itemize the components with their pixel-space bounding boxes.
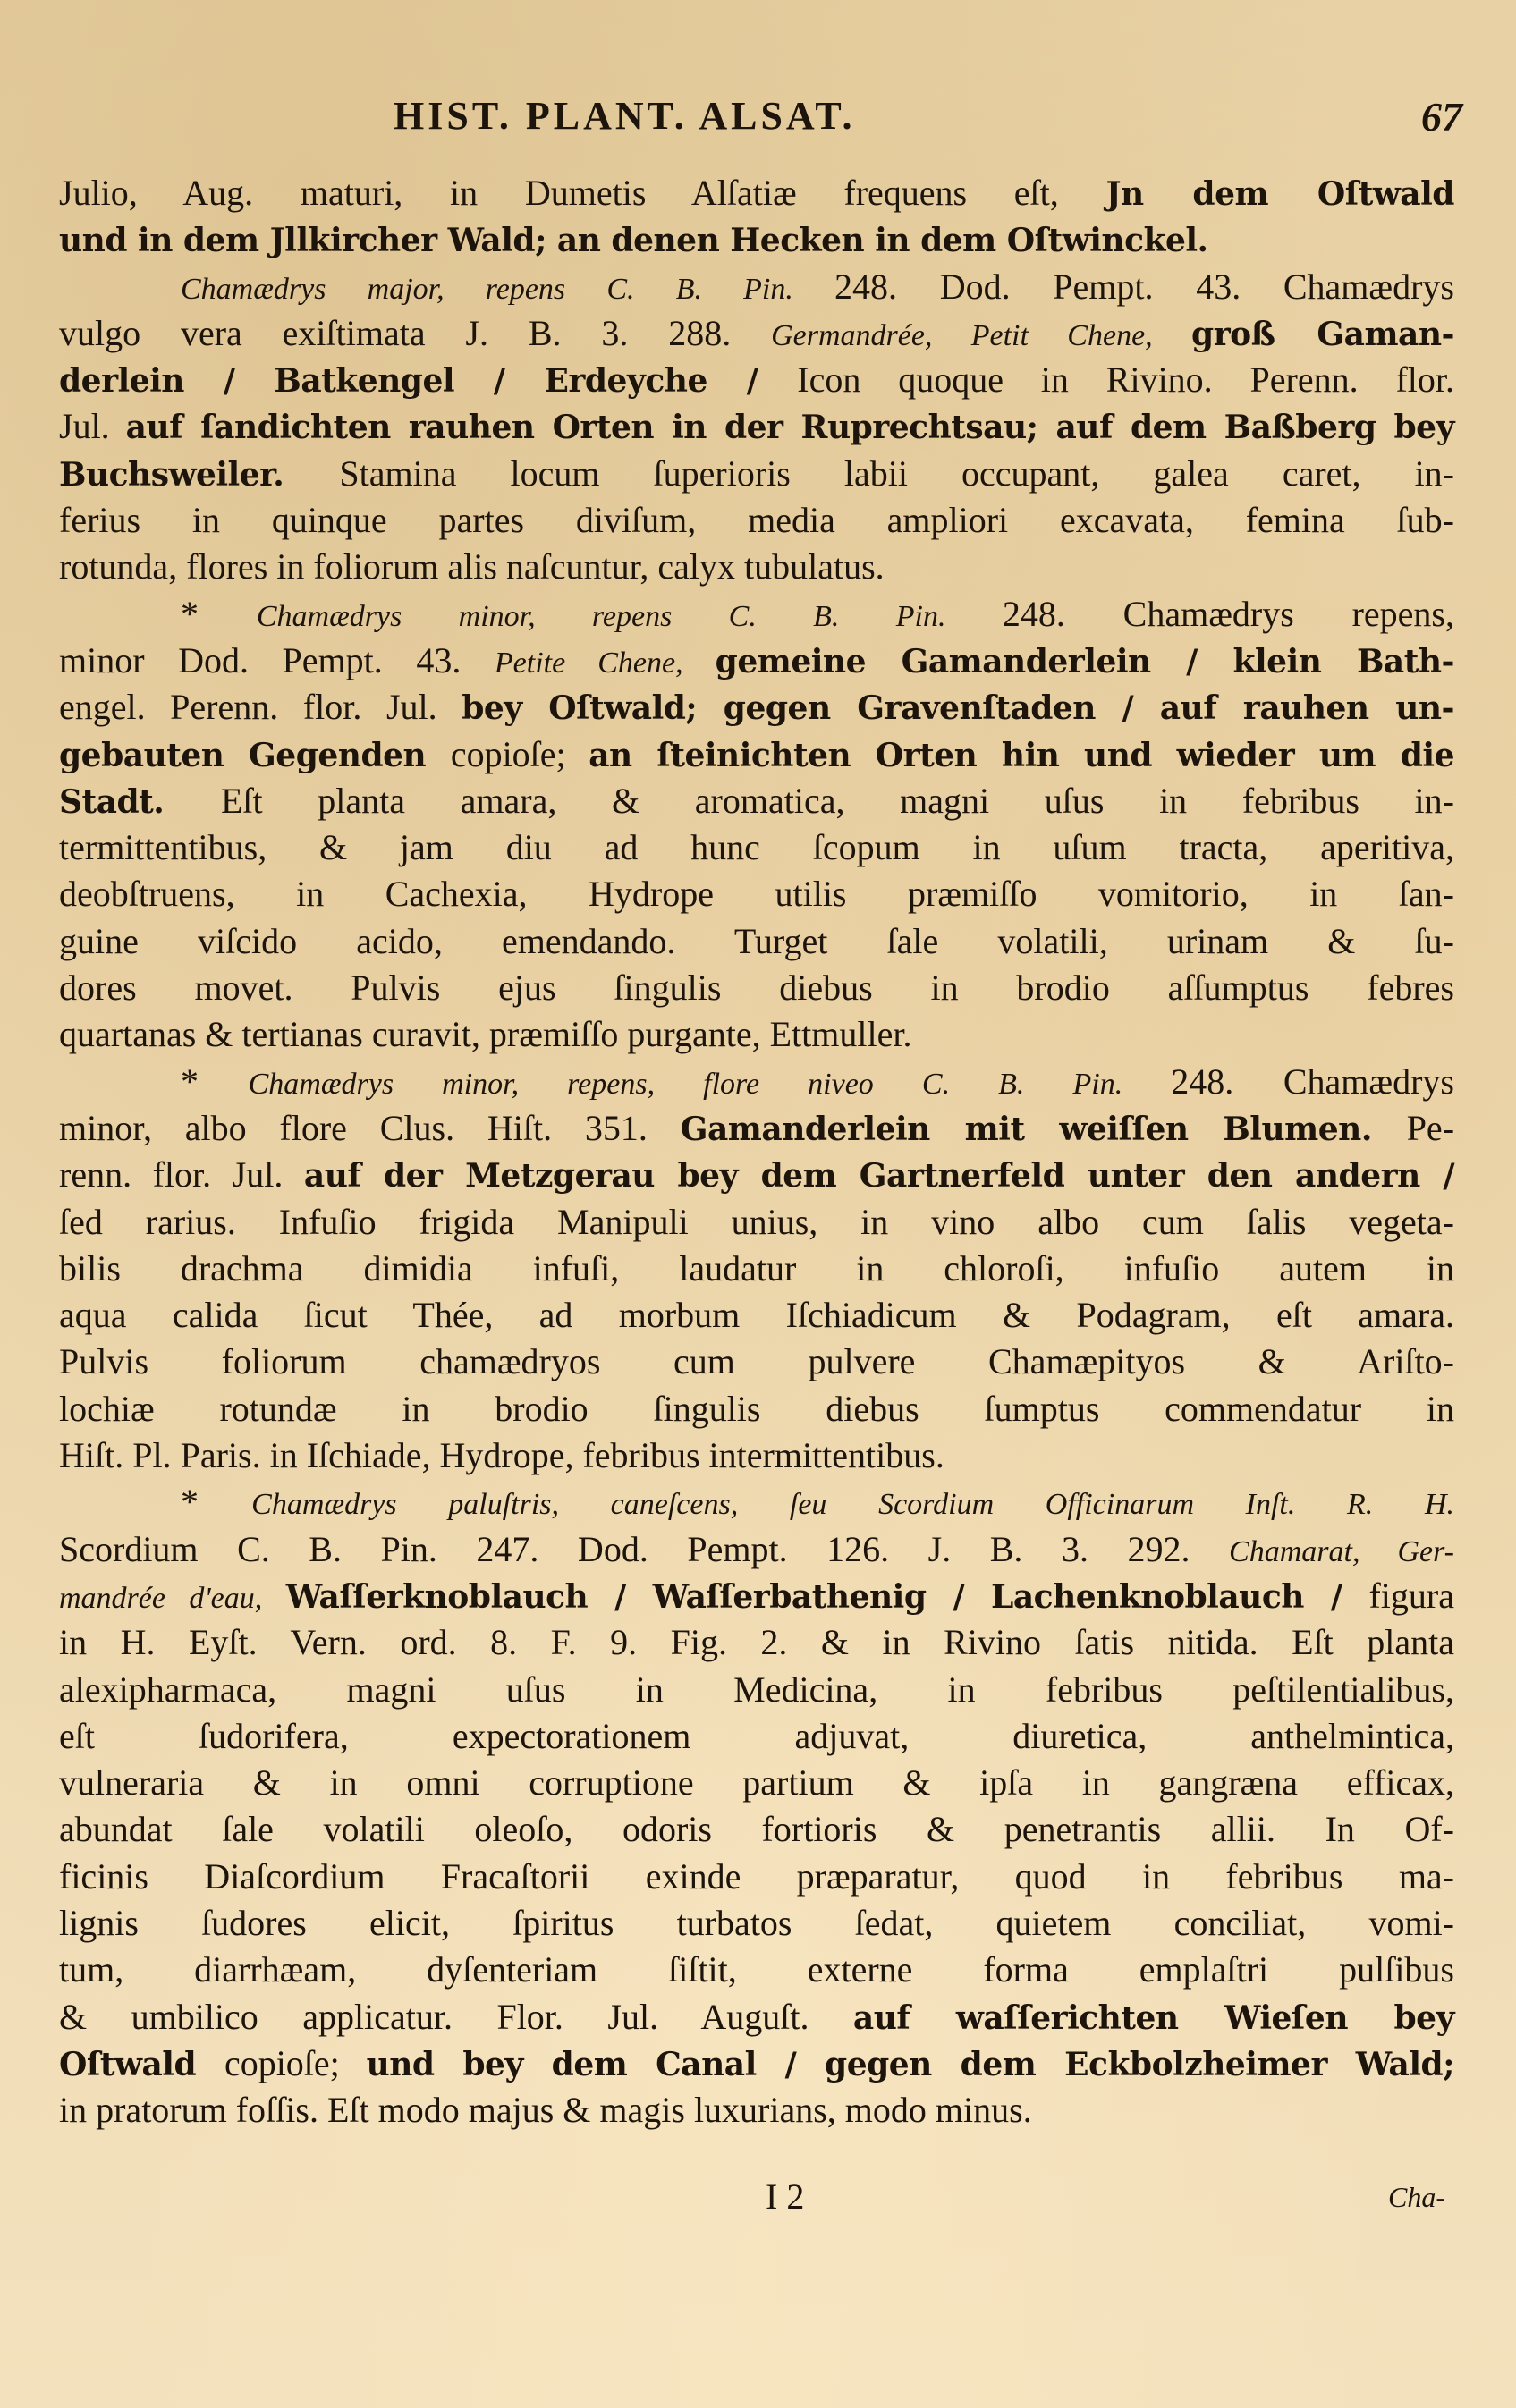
roman-text: bilis drachma dimidia infuſi, laudatur in chloroſi, infuſio autem in — [59, 1247, 1454, 1288]
roman-text: copioſe; — [224, 2042, 367, 2083]
text-line — [59, 357, 1454, 403]
fraktur-text: und bey dem Canal / gegen dem Eckbolzheimer Wald; — [366, 2045, 1454, 2083]
fraktur-text: gemeine Gamanderlein / klein Bath- — [715, 642, 1454, 680]
fraktur-text: Stadt. — [59, 782, 221, 821]
text-line — [59, 403, 1454, 450]
roman-text: 248. Dod. Pempt. 43. Chamædrys — [834, 266, 1454, 307]
roman-text: Jul. — [59, 406, 126, 447]
italic-text: Chamædrys minor, repens, flore niveo C. B. Pin. — [248, 1067, 1172, 1101]
fraktur-text: Waſſerknoblauch / Waſſerbathenig / Lachenknoblauch / — [285, 1577, 1369, 1616]
italic-text: Chamædrys paluſtris, caneſcens, ſeu Scordium Officinarum Inſt. R. H. — [251, 1488, 1454, 1522]
roman-text: Eſt planta amara, & aromatica, magni uſus in febribus in- — [220, 780, 1454, 821]
text-line — [59, 1152, 1454, 1198]
text-line — [59, 216, 1454, 263]
roman-text: eſt ſudorifera, expectorationem adjuvat, diuretica, anthelmintica, — [59, 1715, 1454, 1756]
fraktur-text: auf der Metzgerau bey dem Gartnerfeld unter den andern / — [303, 1157, 1454, 1196]
text-line — [59, 2040, 1454, 2087]
roman-text: rotunda, flores in foliorum alis naſcuntur, calyx tubulatus. — [59, 546, 885, 587]
text-line — [59, 1573, 1454, 1619]
roman-text: * — [181, 593, 257, 634]
text-line — [59, 638, 1454, 684]
italic-text: Chamarat, Ger- — [1229, 1534, 1454, 1568]
running-title: HIST. PLANT. ALSAT. — [394, 94, 856, 138]
text-line — [59, 1292, 1454, 1339]
roman-text: Pe- — [1406, 1107, 1455, 1148]
roman-text: renn. flor. Jul. — [59, 1154, 304, 1196]
roman-text: minor Dod. Pempt. 43. — [59, 639, 495, 680]
text-line — [59, 2087, 1454, 2133]
text-line — [59, 965, 1454, 1011]
roman-text: Stamina locum ſuperioris labii occupant, galea caret, in- — [339, 452, 1454, 494]
roman-text: * — [181, 1060, 249, 1102]
text-line — [59, 170, 1454, 216]
text-line — [59, 1619, 1454, 1666]
paragraph — [59, 264, 1454, 591]
text-line — [59, 1994, 1454, 2040]
signature-mark: I 2 — [766, 2176, 805, 2217]
text-line — [59, 264, 1454, 310]
text-line — [59, 1479, 1454, 1525]
roman-text: figura — [1368, 1575, 1454, 1616]
text-line — [59, 451, 1454, 497]
catchword: Cha- — [1388, 2181, 1445, 2213]
roman-text: vulneraria & in omni corruptione partium & ipſa in gangræna efficax, — [59, 1762, 1454, 1804]
roman-text: 248. Chamædrys repens, — [1002, 593, 1455, 634]
roman-text: in pratorum foſſis. Eſt modo majus & magis luxurians, modo minus. — [59, 2090, 1032, 2131]
fraktur-text: und in dem Jllkircher Wald; an denen Hecken in dem Oſtwinckel. — [59, 222, 1208, 260]
roman-text: abundat ſale volatili oleoſo, odoris fortioris & penetrantis allii. In Of- — [59, 1809, 1454, 1850]
text-line — [59, 1246, 1454, 1292]
text-line — [59, 1900, 1454, 1947]
fraktur-text: auf ſandichten rauhen Orten in der Ruprechtsau; auf dem Baßberg bey — [125, 409, 1454, 447]
text-line — [59, 497, 1454, 544]
roman-text: Scordium C. B. Pin. 247. Dod. Pempt. 126. J. B. 3. 292. — [59, 1528, 1230, 1569]
paragraph — [59, 170, 1454, 264]
roman-text: Hiſt. Pl. Paris. in Iſchiade, Hydrope, febribus intermittentibus. — [59, 1435, 944, 1476]
roman-text: alexipharmaca, magni uſus in Medicina, in febribus peſtilentialibus, — [59, 1669, 1454, 1710]
text-line — [59, 1713, 1454, 1760]
italic-text: Chamædrys major, repens C. B. Pin. — [181, 272, 835, 306]
text-line — [59, 1667, 1454, 1713]
italic-text: Germandrée, Petit Chene, — [771, 318, 1192, 352]
fraktur-text: auf waſſerichten Wieſen bey — [852, 1998, 1454, 2037]
text-line — [59, 1386, 1454, 1432]
text-line — [59, 1105, 1454, 1152]
text-line — [59, 310, 1454, 357]
roman-text: minor, albo flore Clus. Hiſt. 351. — [59, 1107, 681, 1148]
paragraph — [59, 1059, 1454, 1480]
fraktur-text: Jn dem Oſtwald — [1105, 175, 1454, 213]
body-text — [59, 170, 1454, 2133]
text-line — [59, 1339, 1454, 1385]
text-line — [59, 1011, 1454, 1058]
text-line — [59, 591, 1454, 638]
text-line — [59, 1432, 1454, 1479]
fraktur-text: derlein / Batkengel / Erdeyche / — [59, 362, 798, 401]
roman-text: tum, diarrhæam, dyſenteriam ſiſtit, externe forma emplaſtri pulſibus — [59, 1949, 1454, 1990]
fraktur-text: groß Gaman- — [1191, 315, 1455, 353]
roman-text: dores movet. Pulvis ejus ſingulis diebus in brodio aſſumptus febres — [59, 967, 1454, 1009]
paragraph — [59, 1479, 1454, 2133]
italic-text: mandrée d'eau, — [59, 1581, 286, 1615]
page-footer — [59, 2176, 1454, 2229]
italic-text: Chamædrys minor, repens C. B. Pin. — [256, 599, 1003, 633]
text-line — [59, 1059, 1454, 1105]
roman-text: * — [181, 1482, 252, 1523]
roman-text: ferius in quinque partes diviſum, media ampliori excavata, femina ſub- — [59, 500, 1454, 541]
roman-text: guine viſcido acido, emendando. Turget ſale volatili, urinam & ſu- — [59, 920, 1454, 961]
text-line — [59, 1199, 1454, 1246]
roman-text: lignis ſudores elicit, ſpiritus turbatos ſedat, quietem conciliat, vomi- — [59, 1902, 1454, 1943]
roman-text: aqua calida ſicut Thée, ad morbum Iſchiadicum & Podagram, eſt amara. — [59, 1295, 1454, 1336]
text-line — [59, 871, 1454, 917]
text-line — [59, 1526, 1454, 1573]
fraktur-text: gebauten Gegenden — [59, 736, 451, 774]
text-line — [59, 544, 1454, 590]
text-line — [59, 918, 1454, 965]
text-line — [59, 778, 1454, 824]
roman-text: Icon quoque in Rivino. Perenn. flor. — [797, 359, 1455, 401]
roman-text: 248. Chamædrys — [1171, 1060, 1454, 1102]
text-line — [59, 1760, 1454, 1806]
roman-text: & umbilico applicatur. Flor. Jul. Auguſt. — [59, 1996, 853, 2037]
page-header — [394, 93, 1462, 147]
roman-text: lochiæ rotundæ in brodio ſingulis diebus ſumptus commendatur in — [59, 1388, 1454, 1429]
roman-text: ficinis Diaſcordium Fracaſtorii exinde præparatur, quod in febribus ma- — [59, 1855, 1454, 1897]
roman-text: deobſtruens, in Cachexia, Hydrope utilis præmiſſo vomitorio, in ſan- — [59, 874, 1454, 915]
roman-text: termittentibus, & jam diu ad hunc ſcopum in uſum tracta, aperitiva, — [59, 827, 1454, 868]
roman-text: copioſe; — [450, 733, 589, 774]
roman-text: in H. Eyſt. Vern. ord. 8. F. 9. Fig. 2. & in Rivino ſatis nitida. Eſt planta — [59, 1622, 1454, 1663]
italic-text: Petite Chene, — [494, 646, 716, 680]
text-line — [59, 824, 1454, 871]
text-line — [59, 731, 1454, 778]
text-line — [59, 1947, 1454, 1993]
roman-text: Pulvis foliorum chamædryos cum pulvere Chamæpityos & Ariſto- — [59, 1341, 1454, 1382]
roman-text: Julio, Aug. maturi, in Dumetis Alſatiæ frequens eſt, — [59, 173, 1106, 213]
roman-text: vulgo vera exiſtimata J. B. 3. 288. — [59, 312, 772, 353]
fraktur-text: Buchsweiler. — [59, 455, 340, 494]
text-line — [59, 684, 1454, 731]
fraktur-text: bey Oſtwald; gegen Gravenſtaden / auf rauhen un- — [462, 689, 1454, 728]
roman-text: ſed rarius. Infuſio frigida Manipuli unius, in vino albo cum ſalis vegeta- — [59, 1201, 1454, 1242]
fraktur-text: Oſtwald — [59, 2045, 224, 2083]
page-number: 67 — [1421, 94, 1462, 139]
fraktur-text: Gamanderlein mit weiſſen Blumen. — [680, 1110, 1407, 1148]
roman-text: engel. Perenn. flor. Jul. — [59, 687, 462, 728]
fraktur-text: an ſteinichten Orten hin und wieder um die — [589, 736, 1454, 774]
paragraph — [59, 591, 1454, 1059]
roman-text: quartanas & tertianas curavit, præmiſſo purgante, Ettmuller. — [59, 1014, 912, 1055]
text-line — [59, 1806, 1454, 1853]
text-line — [59, 1854, 1454, 1900]
